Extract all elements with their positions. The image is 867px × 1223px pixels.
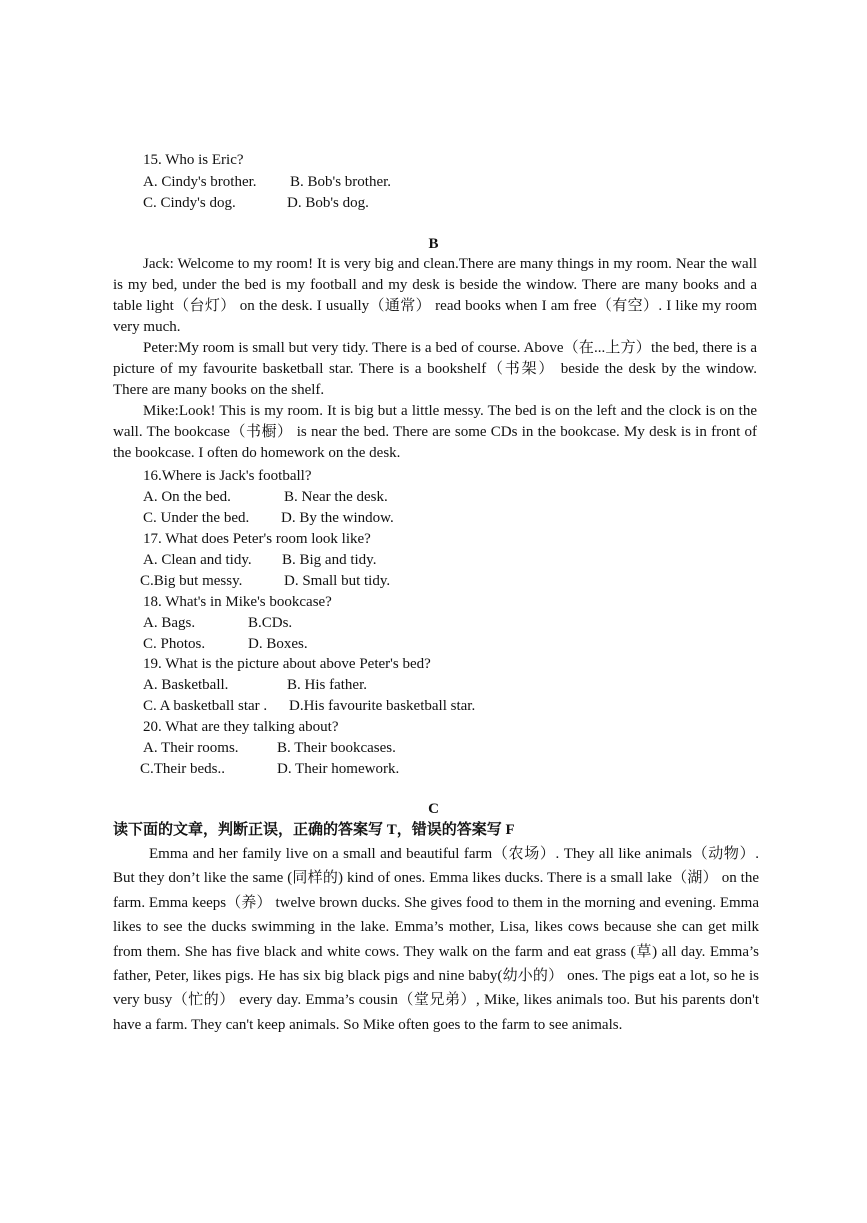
q19-option-a: A. Basketball. bbox=[143, 677, 229, 693]
q15-option-b: B. Bob's brother. bbox=[290, 174, 392, 190]
q15-option-c: C. Cindy's dog. bbox=[143, 195, 236, 211]
q15-option-d: D. Bob's dog. bbox=[287, 195, 369, 211]
q20-option-d: D. Their homework. bbox=[277, 761, 400, 777]
section-c-heading: C bbox=[428, 801, 439, 817]
q17-option-d: D. Small but tidy. bbox=[284, 573, 391, 589]
q16-option-c: C. Under the bed. bbox=[143, 510, 250, 526]
q15-option-a: A. Cindy's brother. bbox=[143, 174, 257, 190]
jack-text: Jack: Welcome to my room! It is very big and clean.There are many things in my room. Near the wall is my bed, under the bed is my football and my desk is beside the window. There are many books and a table light（台灯） on the desk. I usually（通常） read books when I am free（有空）. I like my room very much. bbox=[113, 256, 757, 335]
q16-option-a: A. On the bed. bbox=[143, 489, 231, 505]
question-17: 17. What does Peter's room look like? bbox=[143, 531, 371, 547]
question-16: 16.Where is Jack's football? bbox=[143, 468, 312, 484]
section-c-instruction: 读下面的文章，判断正误，正确的答案写 T，错误的答案写 F bbox=[113, 822, 515, 838]
question-18: 18. What's in Mike's bookcase? bbox=[143, 594, 332, 610]
section-b-heading: B bbox=[428, 236, 439, 252]
q19-option-b: B. His father. bbox=[287, 677, 367, 693]
q16-option-d: D. By the window. bbox=[281, 510, 394, 526]
q18-option-d: D. Boxes. bbox=[248, 636, 308, 652]
emma-text: Emma and her family live on a small and beautiful farm（农场）. They all like animals（动物）. But they don’t like the same (同样的) kind of ones. Emma likes ducks. There is a small lake（湖） on the farm. Emma keeps（养） twelve brown ducks. She gives food to them in the morning and evening. Emma likes to see the ducks swimming in the lake. Emma’s mother, Lisa, likes cows because she can get milk from them. She has five black and white cows. They walk on the farm and eat grass (草) all day. Emma’s father, Peter, likes pigs. He has six big black pigs and nine baby(幼小的） ones. The pigs eat a lot, so he is very busy（忙的） every day. Emma’s cousin（堂兄弟）, Mike, likes animals too. But his parents don't have a farm. They can't keep animals. So Mike often goes to the farm to see animals. bbox=[113, 846, 759, 1033]
section-c-paragraph bbox=[113, 842, 759, 1037]
mike-text: Mike:Look! This is my room. It is big but a little messy. The bed is on the left and the clock is on the wall. The bookcase（书橱） is near the bed. There are some CDs in the bookcase. My desk is in front of the bookcase. I often do homework on the desk. bbox=[113, 403, 757, 461]
q20-option-c: C.Their beds.. bbox=[140, 761, 225, 777]
question-15: 15. Who is Eric? bbox=[143, 152, 244, 168]
q19-option-c: C. A basketball star . bbox=[143, 698, 268, 714]
q19-option-d: D.His favourite basketball star. bbox=[289, 698, 476, 714]
q17-option-c: C.Big but messy. bbox=[140, 573, 243, 589]
q18-option-b: B.CDs. bbox=[248, 615, 293, 631]
section-b-paragraph-mike bbox=[113, 401, 757, 464]
q18-option-a: A. Bags. bbox=[143, 615, 196, 631]
q17-option-a: A. Clean and tidy. bbox=[143, 552, 252, 568]
q20-option-b: B. Their bookcases. bbox=[277, 740, 396, 756]
section-b-paragraph-jack bbox=[113, 254, 757, 338]
question-19: 19. What is the picture about above Peter's bed? bbox=[143, 656, 431, 672]
peter-text: Peter:My room is small but very tidy. There is a bed of course. Above（在...上方）the bed, there is a picture of my favourite basketball star. There is a bookshelf（书架） beside the desk by the window. There are many books on the shelf. bbox=[113, 340, 757, 398]
q16-option-b: B. Near the desk. bbox=[284, 489, 388, 505]
section-b-paragraph-peter bbox=[113, 338, 757, 401]
q18-option-c: C. Photos. bbox=[143, 636, 206, 652]
q20-option-a: A. Their rooms. bbox=[143, 740, 239, 756]
q17-option-b: B. Big and tidy. bbox=[282, 552, 377, 568]
question-20: 20. What are they talking about? bbox=[143, 719, 339, 735]
